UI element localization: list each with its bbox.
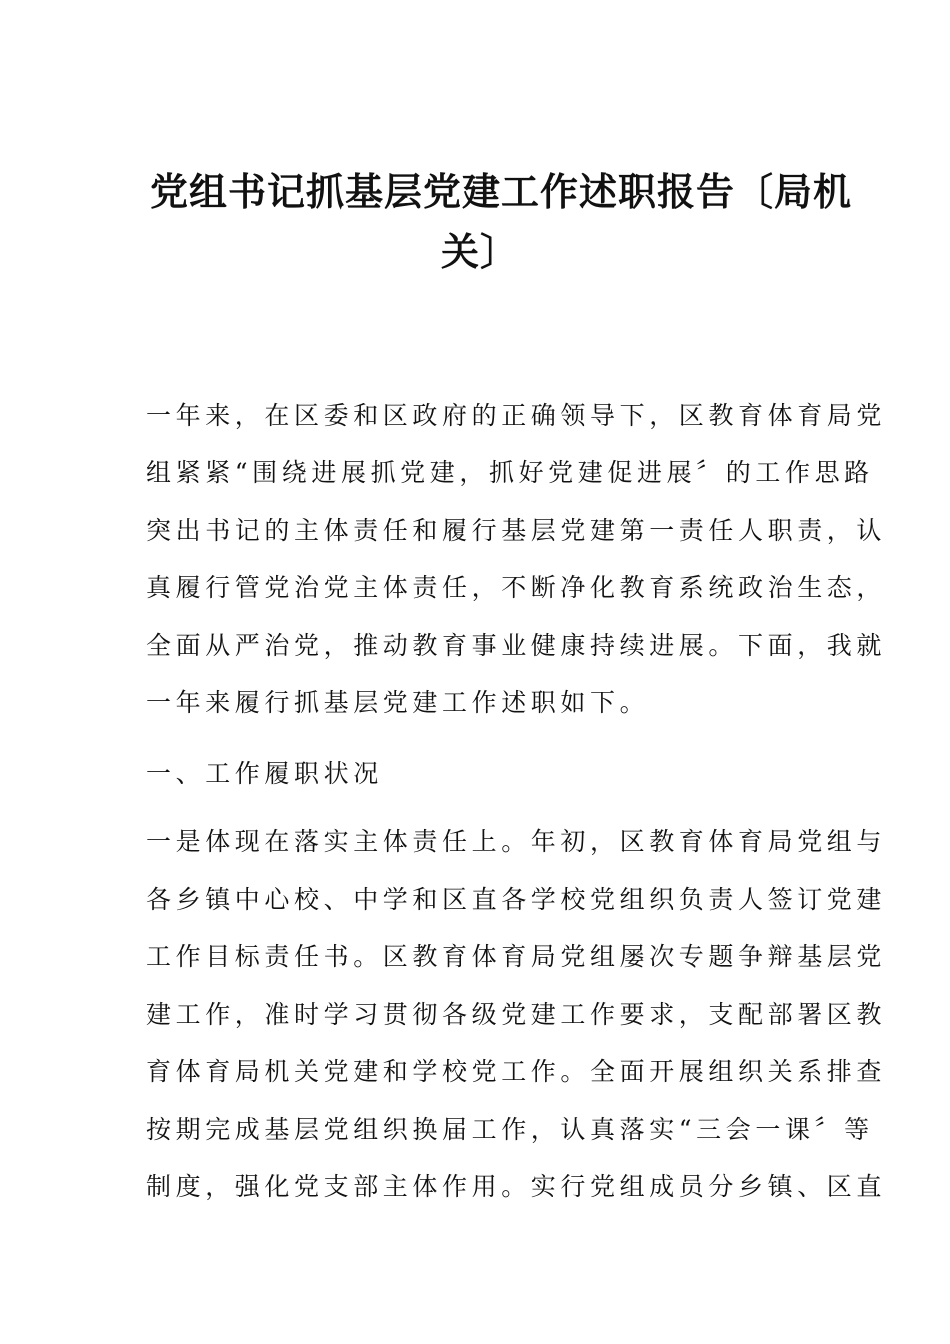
paragraph-2-line-2: 各乡镇中心校、中学和区直各学校党组织负责人签订党建 bbox=[146, 885, 887, 914]
paragraph-2-line-5: 育体育局机关党建和学校党工作。全面开展组织关系排查 bbox=[146, 1057, 887, 1086]
paragraph-2-line-6: 按期完成基层党组织换届工作，认真落实“三会一课〞等 bbox=[146, 1115, 874, 1144]
paragraph-2-line-1: 一是体现在落实主体责任上。年初，区教育体育局党组与 bbox=[146, 827, 887, 856]
paragraph-2-line-4: 建工作，准时学习贯彻各级党建工作要求，支配部署区教 bbox=[146, 1000, 887, 1029]
paragraph-2-line-3: 工作目标责任书。区教育体育局党组屡次专题争辩基层党 bbox=[146, 942, 887, 971]
title-line-1: 党组书记抓基层党建工作述职报告〔局机 bbox=[150, 170, 853, 214]
section-heading: 一、工作履职状况 bbox=[146, 759, 383, 788]
title-line-2: 关〕 bbox=[440, 230, 519, 274]
paragraph-1-line-1: 一年来，在区委和区政府的正确领导下，区教育体育局党 bbox=[146, 401, 887, 430]
paragraph-2-line-7: 制度，强化党支部主体作用。实行党组成员分乡镇、区直 bbox=[146, 1172, 887, 1201]
paragraph-1-line-5: 全面从严治党，推动教育事业健康持续进展。下面，我就 bbox=[146, 631, 887, 660]
paragraph-1-line-4: 真履行管党治党主体责任，不断净化教育系统政治生态， bbox=[146, 573, 887, 602]
document-title bbox=[150, 162, 853, 282]
paragraph-1-line-3: 突出书记的主体责任和履行基层党建第一责任人职责，认 bbox=[146, 516, 887, 545]
paragraph-1-line-2: 组紧紧“围绕进展抓党建，抓好党建促进展〞的工作思路 bbox=[146, 458, 874, 487]
paragraph-1-line-6: 一年来履行抓基层党建工作述职如下。 bbox=[146, 688, 650, 717]
